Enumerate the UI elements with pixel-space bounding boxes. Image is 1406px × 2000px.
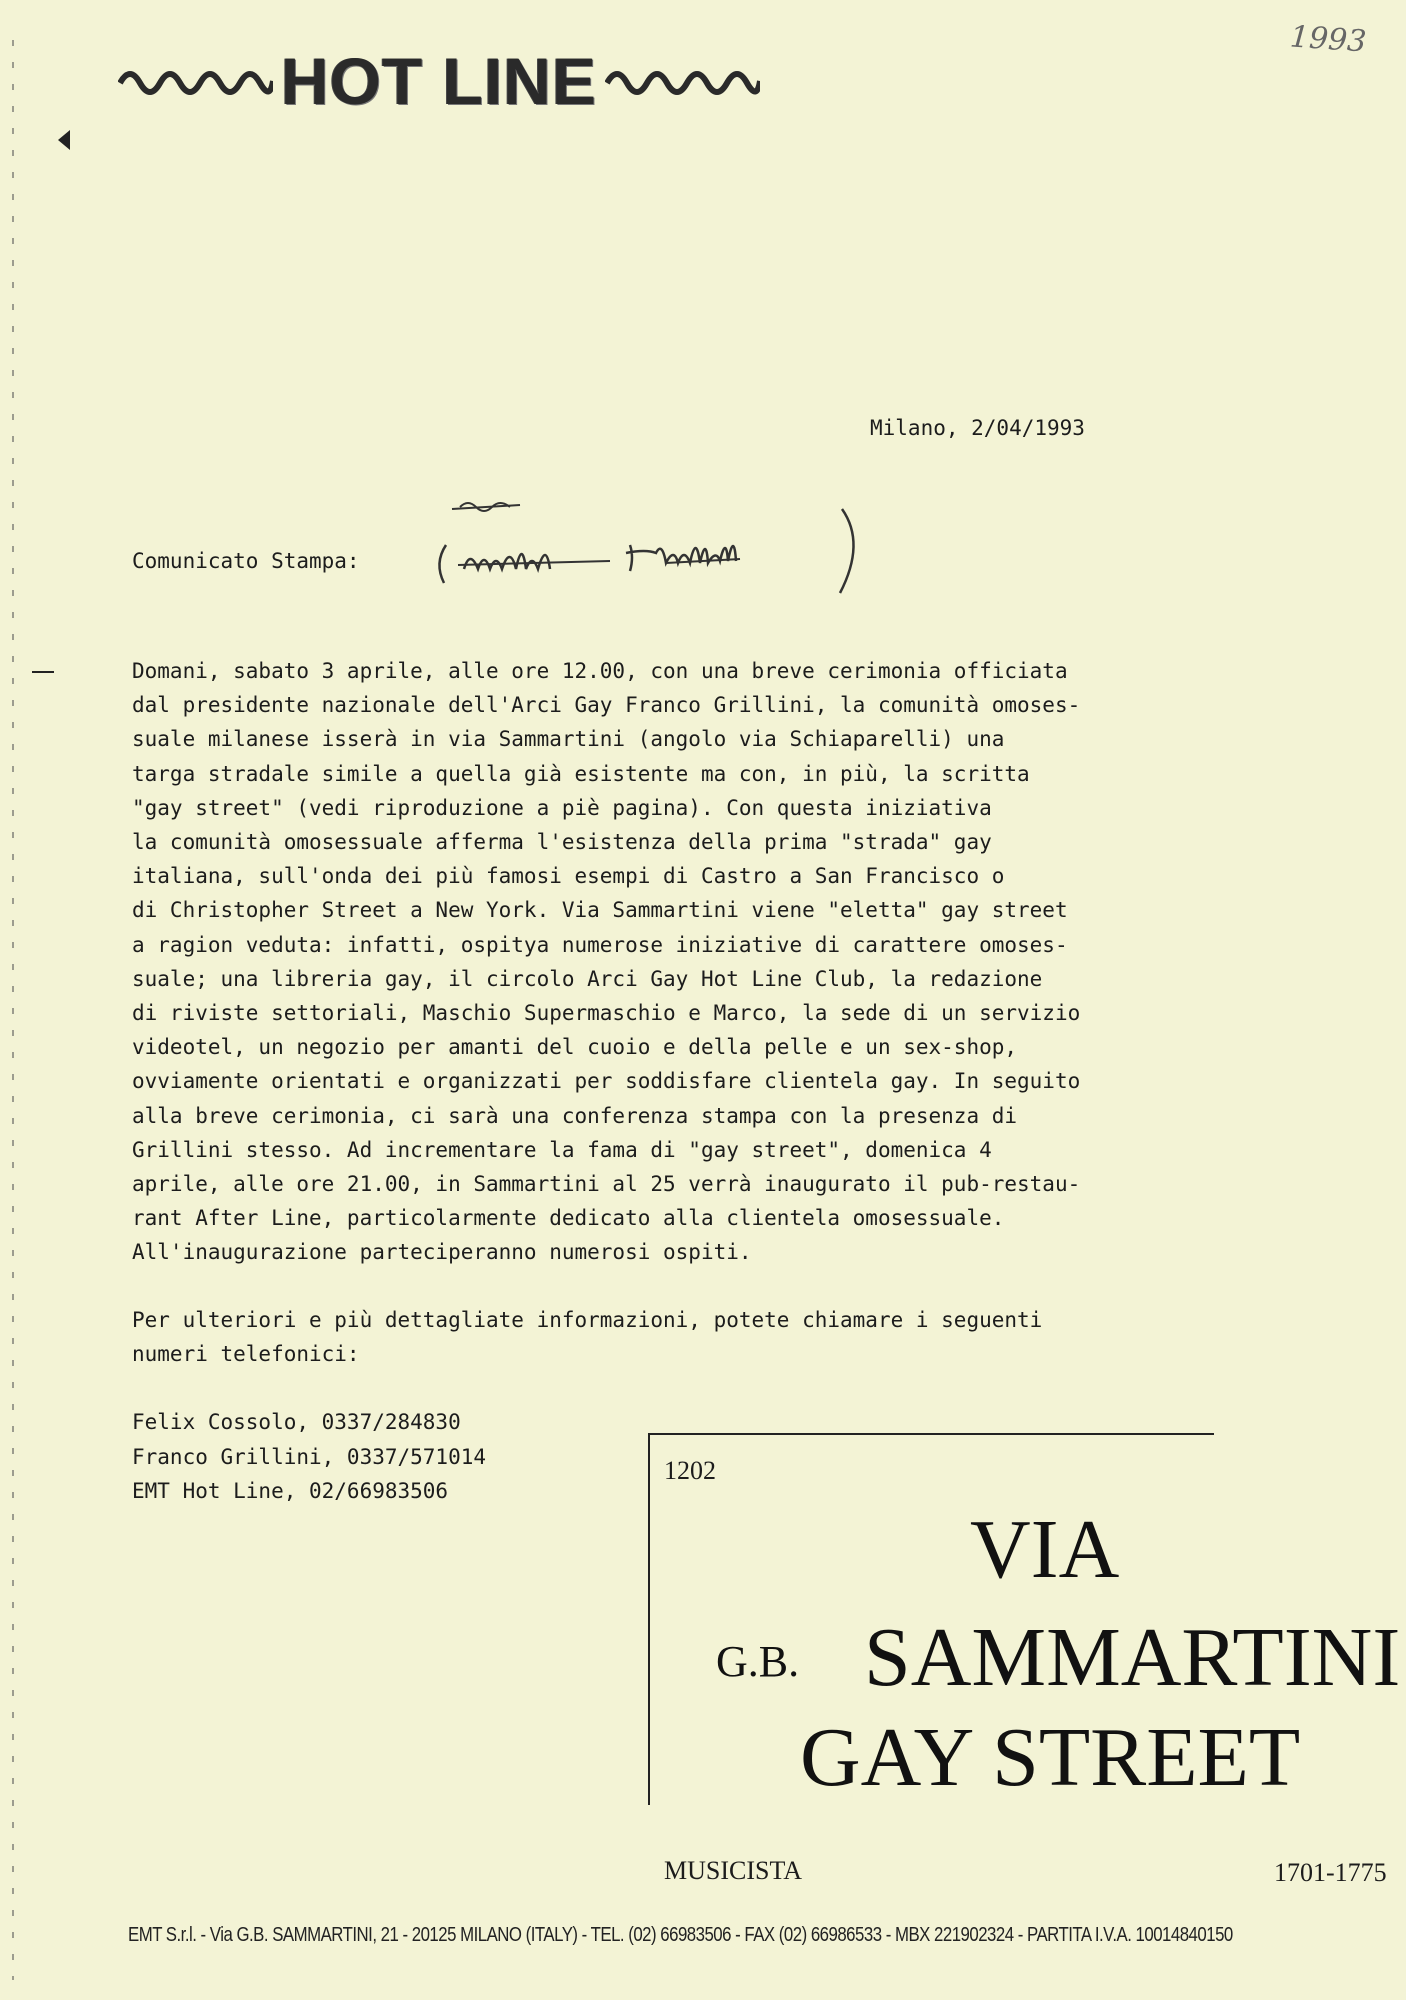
body-line: suale; una libreria gay, il circolo Arci Gay Hot Line Club, la redazione: [132, 966, 1043, 991]
press-release-label: Comunicato Stampa:: [132, 549, 360, 573]
body-line: videotel, un negozio per amanti del cuoio e della pelle e un sex-shop,: [132, 1035, 1018, 1060]
wave-ornament-right: [605, 61, 760, 101]
document-date: Milano, 2/04/1993: [870, 416, 1085, 440]
contact-item: Felix Cossolo, 0337/284830: [132, 1410, 461, 1434]
body-line: ovviamente orientati e organizzati per soddisfare clientela gay. In seguito: [132, 1069, 1081, 1094]
wave-ornament-left: [118, 61, 273, 101]
body-line: rant After Line, particolarmente dedicato alla clientela omosessuale.: [132, 1206, 1005, 1231]
press-release-body: [132, 654, 1232, 1270]
body-line: a ragion veduta: infatti, ospitya numerose iniziative di carattere omoses-: [132, 932, 1068, 957]
body-line: di Christopher Street a New York. Via Sammartini viene "eletta" gay street: [132, 898, 1068, 923]
street-sign-profession: MUSICISTA: [664, 1856, 803, 1885]
hot-line-logo: [118, 44, 760, 118]
contacts-intro: [132, 1303, 1232, 1371]
letterhead-footer: EMT S.r.l. - Via G.B. SAMMARTINI, 21 - 20125 MILANO (ITALY) - TEL. (02) 66983506 - FAX (02) 66986533 - MBX 221902324 - PARTITA I.V.A. 10014840150: [128, 1924, 1233, 1946]
margin-arrow-mark: [58, 130, 70, 150]
body-line: aprile, alle ore 21.00, in Sammartini al 25 verrà inaugurato il pub-restau-: [132, 1172, 1081, 1197]
body-line: targa stradale simile a quella già esistente ma con, in più, la scritta: [132, 761, 1030, 786]
contact-item: Franco Grillini, 0337/571014: [132, 1444, 487, 1469]
street-sign-via: VIA: [970, 1503, 1120, 1596]
body-line: Domani, sabato 3 aprile, alle ore 12.00, con una breve cerimonia officiata: [132, 659, 1068, 683]
street-sign-years: 1701-1775: [1274, 1858, 1387, 1887]
contact-item: EMT Hot Line, 02/66983506: [132, 1479, 449, 1503]
contacts-intro-line: Per ulteriori e più dettagliate informazioni, potete chiamare i seguenti: [132, 1308, 1043, 1332]
street-sign-gay-street: GAY STREET: [800, 1711, 1301, 1804]
body-line: Grillini stesso. Ad incrementare la fama di "gay street", domenica 4: [132, 1137, 992, 1162]
body-line: italiana, sull'onda dei più famosi esempi di Castro a San Francisco o: [132, 864, 1005, 889]
body-line: All'inaugurazione parteciperanno numerosi ospiti.: [132, 1240, 752, 1265]
contacts-intro-line: numeri telefonici:: [132, 1342, 360, 1367]
contact-list: [132, 1405, 486, 1509]
street-sign-name: SAMMARTINI: [864, 1611, 1401, 1704]
year-annotation: 1993: [1288, 19, 1368, 60]
body-line: alla breve cerimonia, ci sarà una conferenza stampa con la presenza di: [132, 1103, 1018, 1128]
page-binding-edge: [12, 40, 14, 1980]
street-sign-prefix: G.B.: [716, 1637, 800, 1686]
handwritten-annotation: [430, 493, 870, 603]
body-line: "gay street" (vedi riproduzione a piè pagina). Con questa iniziativa: [132, 795, 992, 820]
street-sign-number: 1202: [664, 1456, 716, 1485]
body-line: di riviste settoriali, Maschio Supermaschio e Marco, la sede di un servizio: [132, 1001, 1081, 1026]
body-line: suale milanese isserà in via Sammartini (angolo via Schiaparelli) una: [132, 727, 1005, 752]
body-line: dal presidente nazionale dell'Arci Gay Franco Grillini, la comunità omoses-: [132, 693, 1081, 718]
margin-dash-mark: [32, 671, 54, 673]
logo-text: HOT LINE: [281, 44, 597, 118]
body-line: la comunità omosessuale afferma l'esistenza della prima "strada" gay: [132, 830, 992, 855]
